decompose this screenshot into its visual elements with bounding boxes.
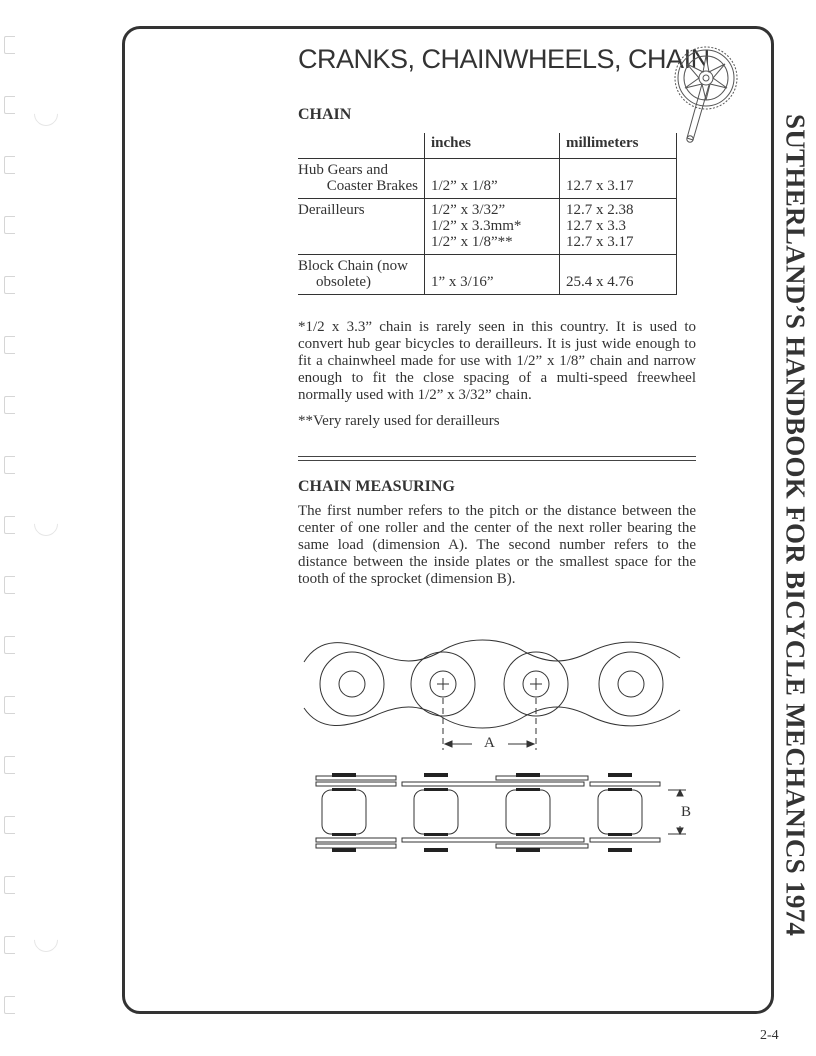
cell-line: 12.7 x 2.38 [566, 202, 634, 218]
page-title: CRANKS, CHAINWHEELS, CHAIN [298, 44, 710, 74]
binder-hole [4, 396, 15, 414]
chain-measuring-heading: CHAIN MEASURING [298, 478, 455, 495]
table-header-millimeters: millimeters [560, 133, 677, 159]
binder-holes [0, 0, 60, 1056]
table-header-cell [298, 133, 425, 159]
divider-rule [298, 456, 696, 457]
cell-line: 12.7 x 3.17 [566, 234, 634, 250]
chain-heading: CHAIN [298, 106, 352, 123]
cell-line: Derailleurs [298, 202, 365, 218]
binder-hole [4, 456, 15, 474]
page-number: 2-4 [760, 1028, 779, 1043]
table-cell-mm [560, 199, 677, 255]
divider-rule [298, 460, 696, 461]
footnote-derailleurs: **Very rarely used for derailleurs [298, 413, 500, 429]
chain-side-view-diagram [300, 630, 690, 760]
cell-line: 1/2” x 1/8” [431, 178, 498, 194]
binder-hole [4, 636, 15, 654]
binder-hole [4, 576, 15, 594]
binder-hole [4, 876, 15, 894]
chainwheel-crank-icon [673, 42, 739, 150]
cell-line: Hub Gears and [298, 162, 388, 178]
binder-hole [4, 516, 15, 534]
cell-line: 1/2” x 1/8”** [431, 234, 513, 250]
binder-hole [4, 156, 15, 174]
spine-title [772, 110, 816, 940]
table-header-row [298, 133, 677, 159]
dimension-a-label: A [484, 735, 495, 751]
cell-line: 12.7 x 3.17 [566, 178, 634, 194]
binder-hole [4, 216, 15, 234]
binder-hole [4, 696, 15, 714]
chain-measuring-body: The first number refers to the pitch or the distance between the center of one roller and the center of the next roller bearing the same load (dimension A). The second number refers to the distance between the inside plates or the smallest space for the tooth of the sprocket (dimension B). [298, 503, 696, 587]
binder-hole [4, 36, 15, 54]
chain-top-view-diagram [310, 770, 700, 860]
table-cell-inches [425, 199, 560, 255]
table-cell-type [298, 159, 425, 199]
cell-line: 25.4 x 4.76 [566, 274, 634, 290]
table-row [298, 199, 677, 255]
cell-line: 1/2” x 3.3mm* [431, 218, 522, 234]
footnote-chain-3-3mm: *1/2 x 3.3” chain is rarely seen in this country. It is used to convert hub gear bicycles to derailleurs. It is just wide enough to fit a chainwheel made for use with 1/2” x 1/8” chain and narrow enough to fit the close spacing of a multi-speed freewheel normally used with 1/2” x 3/32” chain. [298, 319, 696, 403]
spine-title-text: SUTHERLAND’S HANDBOOK FOR BICYCLE MECHANICS 1974 [780, 113, 811, 937]
chain-size-table [298, 133, 677, 295]
table-cell-mm [560, 255, 677, 295]
binder-hole [4, 996, 15, 1014]
binder-hole [4, 756, 15, 774]
punch-mark [29, 507, 63, 541]
binder-hole [4, 336, 15, 354]
cell-line: Coaster Brakes [326, 178, 418, 194]
cell-line: 1/2” x 3/32” [431, 202, 506, 218]
table-cell-mm [560, 159, 677, 199]
table-cell-inches [425, 255, 560, 295]
binder-hole [4, 276, 15, 294]
table-row [298, 255, 677, 295]
binder-hole [4, 936, 15, 954]
table-cell-type [298, 255, 425, 295]
binder-hole [4, 816, 15, 834]
punch-mark [29, 97, 63, 131]
binder-hole [4, 96, 15, 114]
table-cell-inches [425, 159, 560, 199]
table-row [298, 159, 677, 199]
punch-mark [29, 923, 63, 957]
cell-line: obsolete) [316, 274, 371, 290]
cell-line: Block Chain (now [298, 258, 408, 274]
cell-line: 1” x 3/16” [431, 274, 494, 290]
dimension-b-label: B [681, 804, 692, 820]
table-header-inches: inches [425, 133, 560, 159]
table-cell-type [298, 199, 425, 255]
cell-line: 12.7 x 3.3 [566, 218, 626, 234]
